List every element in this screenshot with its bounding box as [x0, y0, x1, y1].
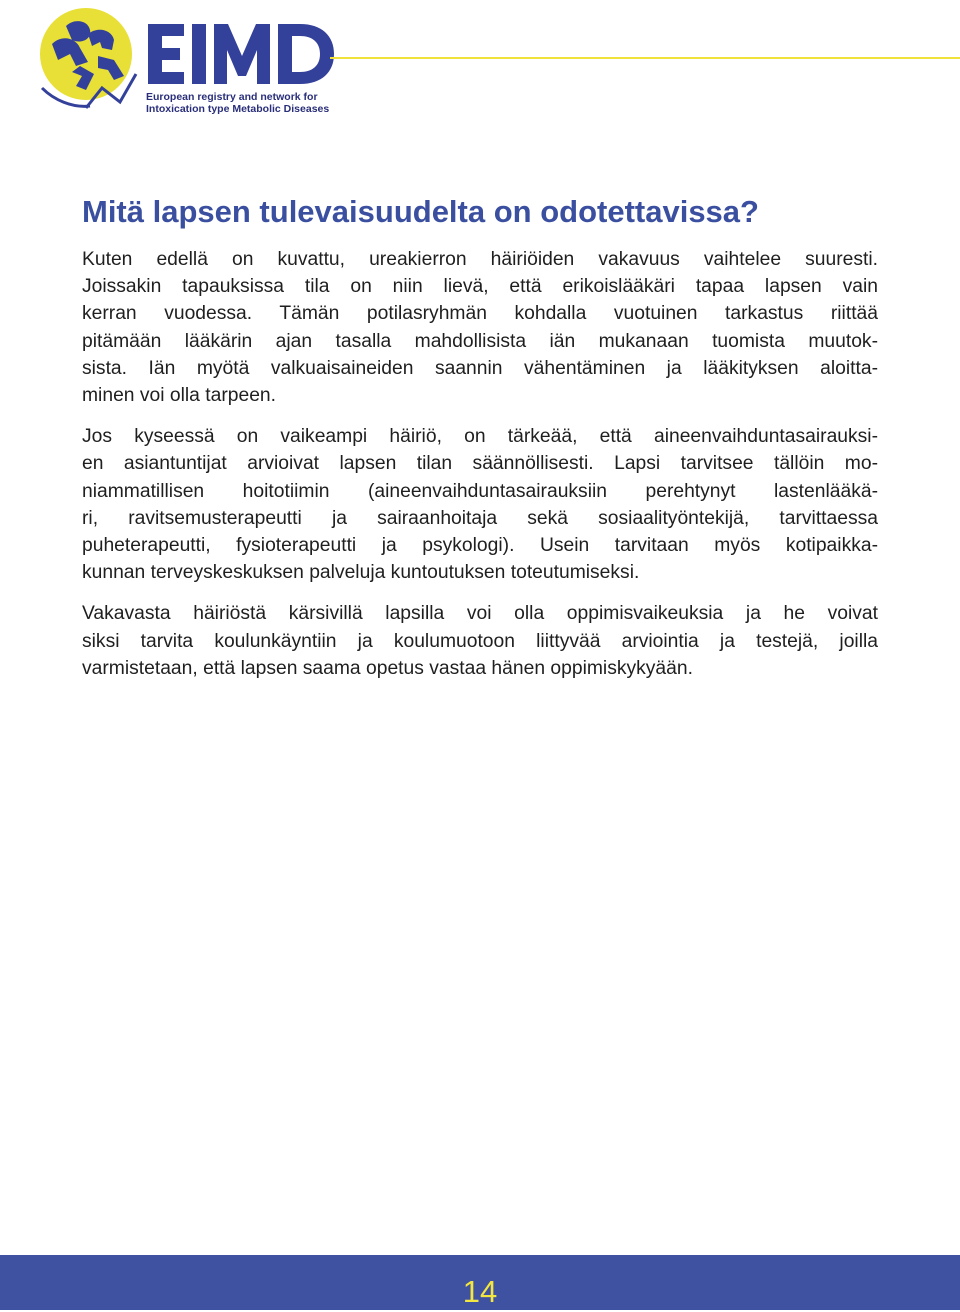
text-line: Kuten edellä on kuvattu, ureakierron häiriöiden vakavuus vaihtelee suuresti. [82, 249, 878, 270]
main-content [82, 190, 878, 696]
text-line: en asiantuntijat arvioivat lapsen tilan säännöllisesti. Lapsi tarvitsee tällöin mo- [82, 453, 878, 475]
text-line: puheterapeutti, fysioterapeutti ja psykologi). Usein tarvitaan myös kotipaikka- [82, 535, 878, 557]
header-divider [330, 57, 960, 59]
page-number: 14 [462, 1274, 498, 1309]
paragraph [82, 246, 878, 409]
paragraph [82, 423, 878, 586]
text-line: kerran vuodessa. Tämän potilasryhmän kohdalla vuotuinen tarkastus riittää [82, 303, 878, 325]
text-line: minen voi olla tarpeen. [82, 385, 276, 407]
page-heading: Mitä lapsen tulevaisuudelta on odotettavissa? [82, 194, 759, 229]
logo-tagline [146, 92, 366, 115]
text-line: Vakavasta häiriöstä kärsivillä lapsilla voi olla oppimisvaikeuksia ja he voivat [82, 603, 878, 625]
text-line: ri, ravitsemusterapeutti ja sairaanhoitaja sekä sosiaalityöntekijä, tarvittaessa [82, 507, 878, 529]
text-line: kunnan terveyskeskuksen palveluja kuntoutuksen toteutumiseksi. [82, 562, 640, 584]
page-header [0, 0, 960, 130]
text-line: pitämään lääkärin ajan tasalla mahdollisista iän mukanaan tuomista muutok- [82, 330, 878, 352]
eimd-logo-icon [28, 4, 144, 116]
text-line: Jos kyseessä on vaikeampi häiriö, on tärkeää, että aineenvaihduntasairauksi- [82, 426, 878, 448]
eimd-wordmark [140, 14, 340, 94]
paragraph [82, 600, 878, 682]
page-footer [0, 1255, 960, 1310]
logo-tagline-line: European registry and network for [146, 91, 318, 103]
logo-tagline-line: Intoxication type Metabolic Diseases [146, 102, 330, 115]
text-line: siksi tarvita koulunkäyntiin ja koulumuotoon liittyvää arviointia ja testejä, joilla [82, 630, 878, 652]
text-line: Joissakin tapauksissa tila on niin lievä, että erikoislääkäri tapaa lapsen vain [82, 276, 878, 298]
text-line: varmistetaan, että lapsen saama opetus vastaa hänen oppimiskykyään. [82, 657, 693, 679]
text-line: sista. Iän myötä valkuaisaineiden saannin vähentäminen ja lääkityksen aloitta- [82, 357, 878, 379]
text-line: niammatillisen hoitotiimin (aineenvaihduntasairauksiin perehtynyt lastenlääkä- [82, 480, 878, 502]
